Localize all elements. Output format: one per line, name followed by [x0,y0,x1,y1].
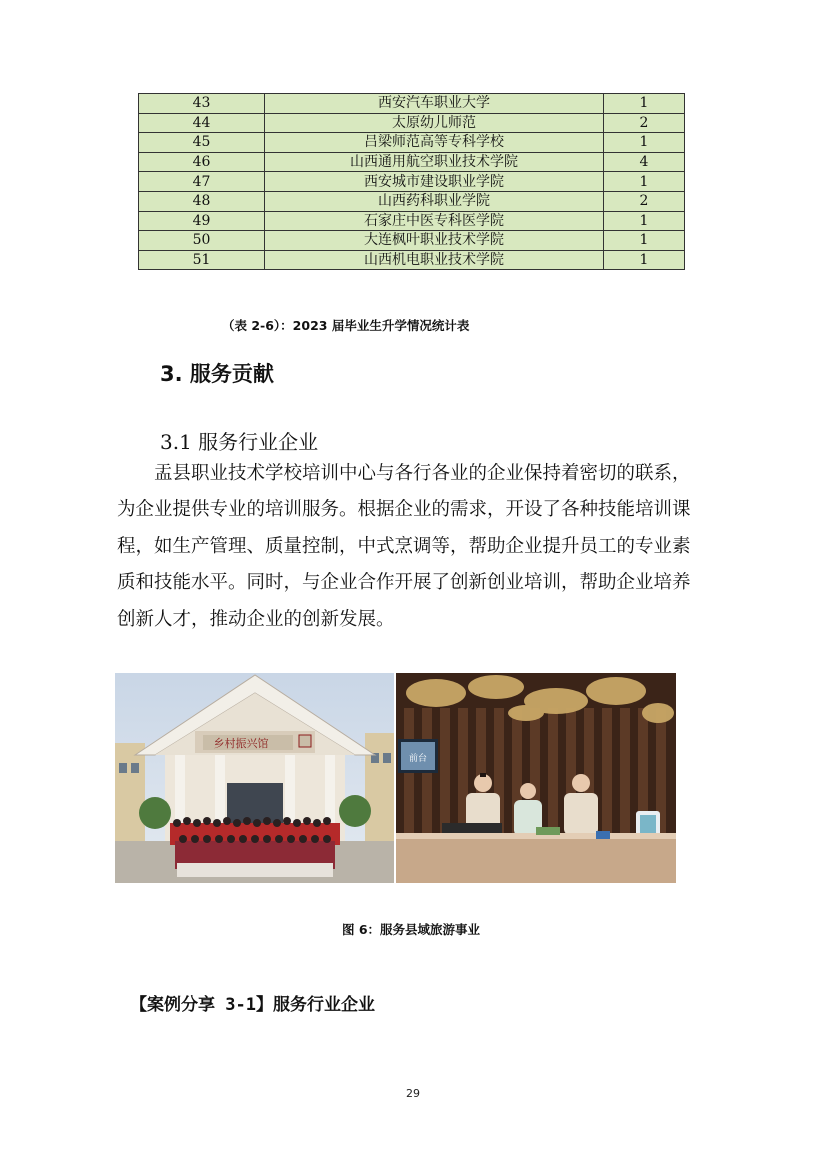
paragraph-line: 盂县职业技术学校培训中心与各行各业的企业保持着密切的联系， [154,463,691,484]
row-number-cell: 48 [139,191,265,211]
paragraph-line: 质和技能水平。同时，与企业合作开展了创新创业培训，帮助企业培养 [117,572,691,594]
screen-text: 前台 [408,754,428,764]
building-students-photo [115,673,394,883]
paragraph-line: 创新人才，推动企业的创新发展。 [117,608,395,630]
case-heading: 【案例分享 3-1】服务行业企业 [130,995,375,1015]
table-row [139,113,685,133]
student-count-cell: 1 [604,133,685,153]
school-name-cell: 石家庄中医专科医学院 [265,211,604,231]
page-number: 29 [406,1087,420,1100]
paragraph-line: 程，如生产管理、质量控制，中式烹调等，帮助企业提升员工的专业素 [117,535,691,557]
school-name-cell: 山西通用航空职业技术学院 [265,152,604,172]
student-count-cell: 4 [604,152,685,172]
table-row [139,211,685,231]
row-number-cell: 46 [139,152,265,172]
table-row [139,231,685,251]
building-photo-drawing [115,673,394,883]
body-paragraph [117,456,727,638]
subsection-heading: 3.1 服务行业企业 [160,430,319,454]
table-row [139,94,685,114]
student-count-cell: 2 [604,191,685,211]
row-number-cell: 51 [139,250,265,270]
table-row [139,152,685,172]
row-number-cell: 43 [139,94,265,114]
row-number-cell: 50 [139,231,265,251]
table-row [139,133,685,153]
school-name-cell: 山西机电职业技术学院 [265,250,604,270]
school-name-cell: 吕梁师范高等专科学校 [265,133,604,153]
reception-desk-photo [396,673,676,883]
school-name-cell: 西安汽车职业大学 [265,94,604,114]
table-row [139,191,685,211]
school-name-cell: 山西药科职业学院 [265,191,604,211]
student-count-cell: 1 [604,172,685,192]
row-number-cell: 44 [139,113,265,133]
student-count-cell: 1 [604,94,685,114]
student-count-cell: 1 [604,231,685,251]
school-name-cell: 大连枫叶职业技术学院 [265,231,604,251]
enrollment-table [138,93,685,270]
row-number-cell: 45 [139,133,265,153]
table-caption: （表 2-6）：2023 届毕业生升学情况统计表 [222,318,470,333]
table-row [139,250,685,270]
row-number-cell: 47 [139,172,265,192]
student-count-cell: 1 [604,250,685,270]
building-sign-text: 乡村振兴馆 [213,737,269,750]
section-heading: 3. 服务贡献 [160,362,274,386]
row-number-cell: 49 [139,211,265,231]
figure-caption: 图 6：服务县域旅游事业 [342,922,481,937]
student-count-cell: 1 [604,211,685,231]
school-name-cell: 太原幼儿师范 [265,113,604,133]
paragraph-line: 为企业提供专业的培训服务。根据企业的需求，开设了各种技能培训课 [117,499,691,521]
school-name-cell: 西安城市建设职业学院 [265,172,604,192]
table-row [139,172,685,192]
reception-photo-drawing [396,673,676,883]
student-count-cell: 2 [604,113,685,133]
students-group [170,817,340,877]
